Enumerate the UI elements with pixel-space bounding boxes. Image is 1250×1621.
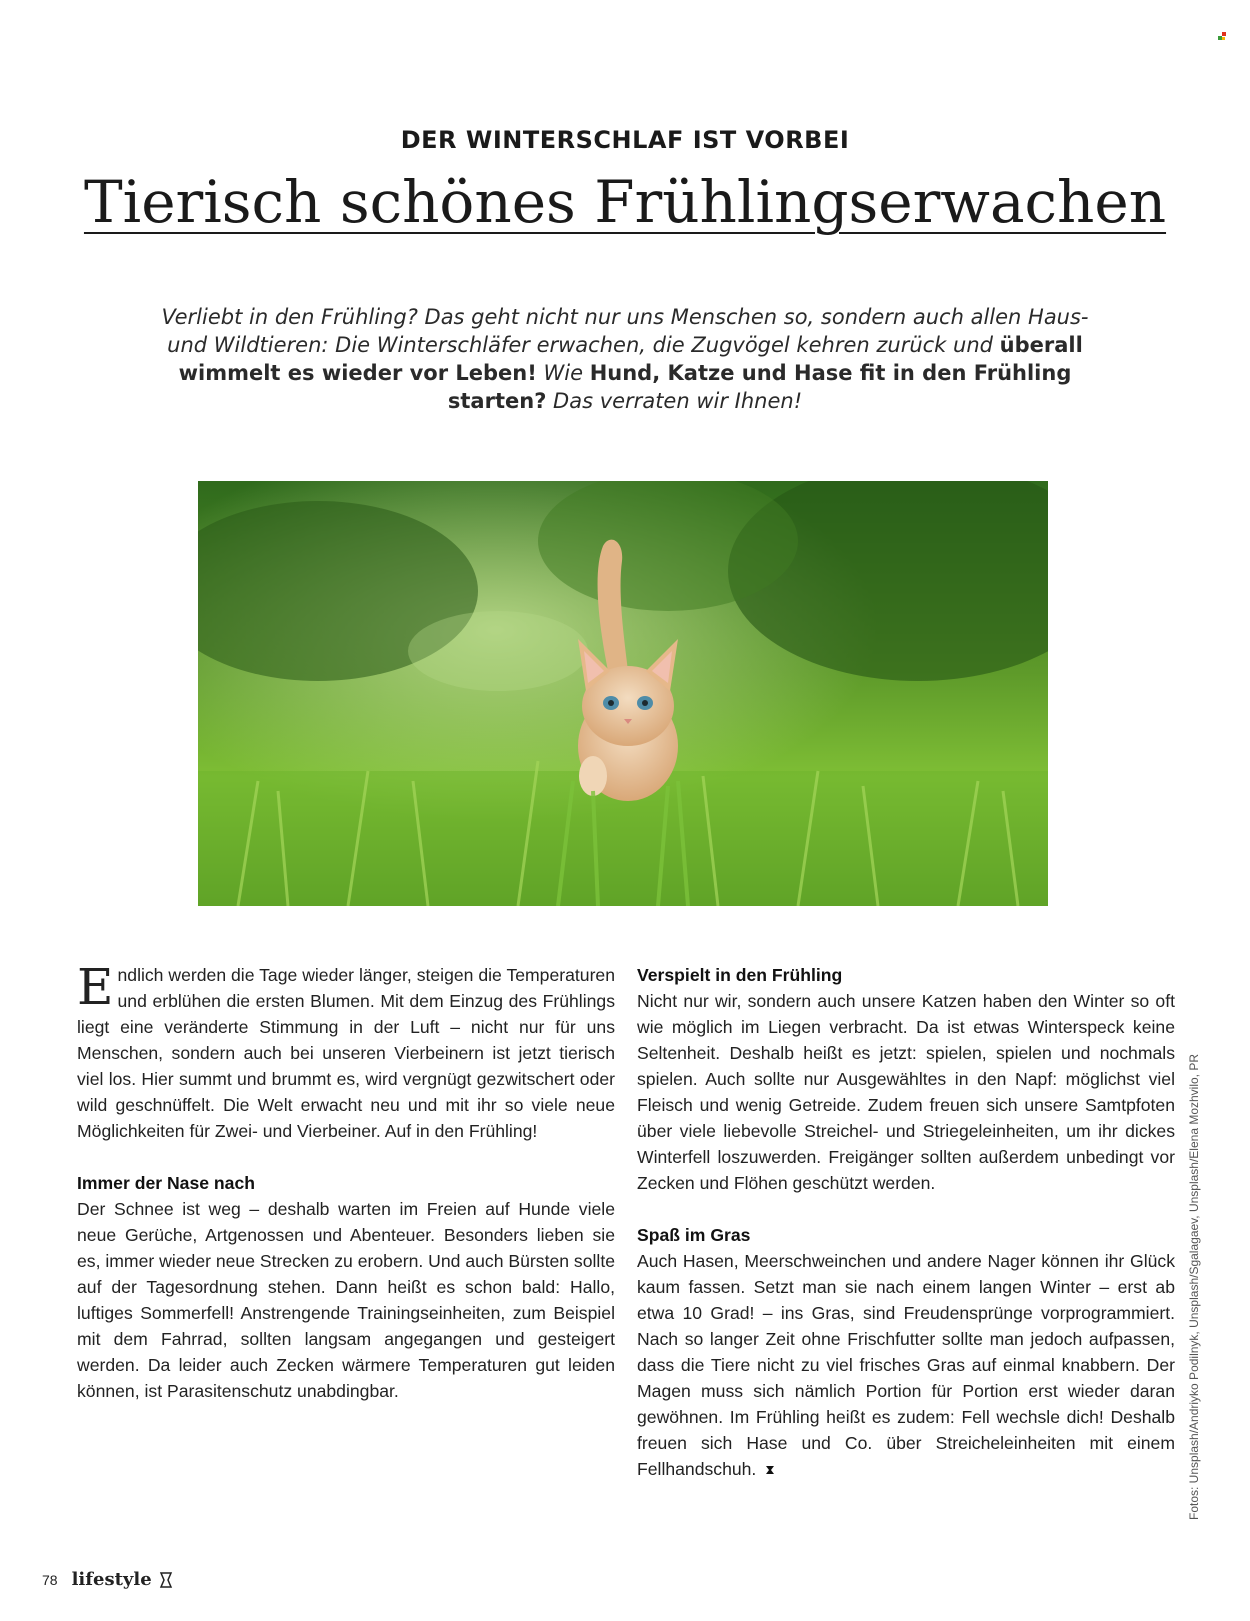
article-column-right	[637, 962, 1175, 1482]
article-paragraph-cats: Nicht nur wir, sondern auch unsere Katzen haben den Winter so oft wie möglich im Liegen verbracht. Da ist etwas Winterspeck keine Seltenheit. Deshalb heißt es jetzt: spielen, spielen und nochmals spielen. Auch sollte nur Ausgewähltes in den Napf: möglichst viel Fleisch und wenig Getreide. Zudem freuen sich unsere Samtpfoten über viele liebevolle Streichel- und Striegeleinheiten, um ihr dickes Winterfell loszuwerden. Freigänger sollten außerdem unbedingt vor Zecken und Flöhen geschützt werden.	[637, 991, 1175, 1193]
kitten-photo	[198, 481, 1048, 906]
page-footer	[42, 1569, 174, 1590]
intro-paragraph	[150, 303, 1100, 415]
section-heading-dogs: Immer der Nase nach	[77, 1173, 255, 1193]
article-text: Auch Hasen, Meerschweinchen und andere Nager können ihr Glück kaum fassen. Setzt man sie nach einem langen Winter – erst ab etwa 10 Grad! – ins Gras, sind Freudensprünge vorprogrammiert. Nach so langer Zeit ohne Frischfutter sollte man jedoch aufpassen, dass die Tiere nicht zu viel frisches Gras auf einmal knabbern. Der Magen muss sich nämlich Portion für Portion erst wieder daran gewöhnen. Im Frühling heißt es zudem: Fell wechsle dich! Deshalb freuen sich Hase und Co. über Streicheleinheiten mit einem Fellhandschuh.	[637, 1251, 1175, 1479]
article-paragraph-rabbits	[637, 1248, 1175, 1482]
intro-bold-2: Hund, Katze und Hase fit in den Frühling starten?	[447, 361, 1072, 413]
article-paragraph-intro	[77, 958, 615, 1144]
kicker: DER WINTERSCHLAF IST VORBEI	[400, 126, 850, 154]
photo-credits: Fotos: Unsplash/Andriyko Podilnyk, Unsplash/Sgalagaev, Unsplash/Elena Mozhvilo, PR	[1187, 1053, 1201, 1520]
end-mark-icon	[764, 1464, 776, 1476]
intro-text-3: Das verraten wir Ihnen!	[546, 389, 803, 413]
article-paragraph-dogs: Der Schnee ist weg – deshalb warten im Freien auf Hunde viele neue Gerüche, Artgenossen und Abenteuer. Besonders lieben sie es, immer wieder neue Strecken zu erobern. Und auch Bürsten sollte auf der Tagesordnung stehen. Dann heißt es schon bald: Hallo, luftiges Sommerfell! Anstrengende Trainingseinheiten, zum Beispiel mit dem Fahrrad, sollten langsam angegangen und gesteigert werden. Da leider auch Zecken wärmere Temperaturen gut leiden können, ist Parasitenschutz unabdingbar.	[77, 1199, 615, 1401]
page-number: 78	[42, 1571, 58, 1588]
intro-bold-1: überall wimmelt es wieder vor Leben!	[178, 333, 1083, 385]
section-logo-icon	[158, 1572, 174, 1588]
intro-text-1: Verliebt in den Frühling? Das geht nicht nur uns Menschen so, sondern auch allen Haus- und Wildtieren: Die Winterschläfer erwachen, die Zugvögel kehren zurück und	[161, 305, 1089, 357]
drop-cap: E	[77, 958, 114, 1016]
brand-mark-icon	[1218, 32, 1228, 42]
article-column-left	[77, 958, 615, 1404]
section-heading-cats: Verspielt in den Frühling	[637, 965, 843, 985]
article-text: ndlich werden die Tage wieder länger, steigen die Temperaturen und erblühen die ersten Blumen. Mit dem Einzug des Frühlings liegt eine veränderte Stimmung in der Luft – nicht nur für uns Menschen, sondern auch bei unseren Vierbeinern ist jetzt tierisch viel los. Hier summt und brummt es, wird vergnügt gezwitschert oder wild geschnüffelt. Die Welt erwacht neu und mit ihr so viele neue Möglichkeiten für Zwei- und Vierbeiner. Auf in den Frühling!	[77, 965, 615, 1141]
page-title-text: Tierisch schönes Frühlingserwachen	[83, 168, 1167, 236]
section-name: lifestyle	[71, 1569, 152, 1590]
page-title	[0, 166, 1250, 238]
section-heading-rabbits: Spaß im Gras	[637, 1225, 751, 1245]
intro-text-2: Wie	[536, 361, 590, 385]
